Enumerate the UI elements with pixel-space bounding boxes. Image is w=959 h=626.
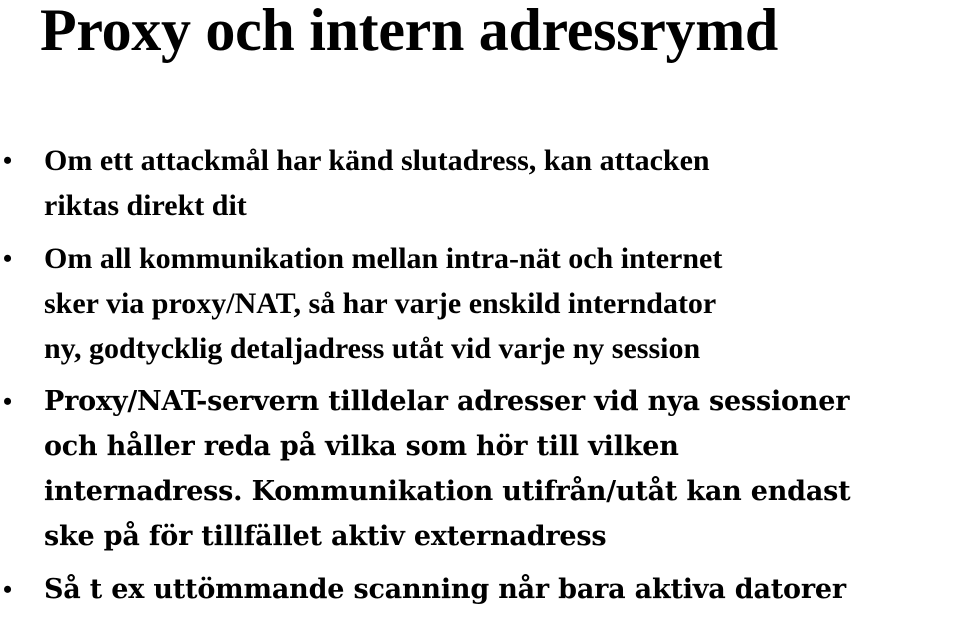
bullet-text (44, 379, 959, 559)
bullet-dot-icon: • (3, 146, 13, 175)
bullet-item (0, 138, 959, 228)
bullet-line: och håller reda på vilka som hör till vilken (44, 431, 679, 462)
bullet-list (0, 138, 959, 620)
bullet-line: Om ett attackmål har känd slutadress, kan attacken (44, 144, 710, 177)
bullet-dot-icon: • (3, 387, 13, 416)
bullet-text (44, 236, 959, 371)
bullet-dot-icon: • (3, 575, 13, 604)
bullet-line: riktas direkt dit (44, 189, 247, 222)
bullet-line: internadress. Kommunikation utifrån/utåt kan endast (44, 476, 851, 507)
bullet-line: Om all kommunikation mellan intra-nät och internet (44, 242, 723, 275)
bullet-line: ny, godtycklig detaljadress utåt vid varje ny session (44, 332, 701, 365)
bullet-text (44, 138, 959, 228)
bullet-line: Så t ex uttömmande scanning når bara aktiva datorer (44, 574, 846, 605)
bullet-line: Proxy/NAT-servern tilldelar adresser vid nya sessioner (44, 386, 850, 417)
bullet-text (44, 567, 959, 612)
bullet-item (0, 567, 959, 612)
bullet-dot-icon: • (3, 244, 13, 273)
bullet-line: sker via proxy/NAT, så har varje enskild interndator (44, 287, 717, 320)
bullet-item (0, 236, 959, 371)
slide-title: Proxy och intern adressrymd (40, 0, 778, 63)
bullet-item (0, 379, 959, 559)
bullet-line: ske på för tillfället aktiv externadress (44, 521, 607, 552)
